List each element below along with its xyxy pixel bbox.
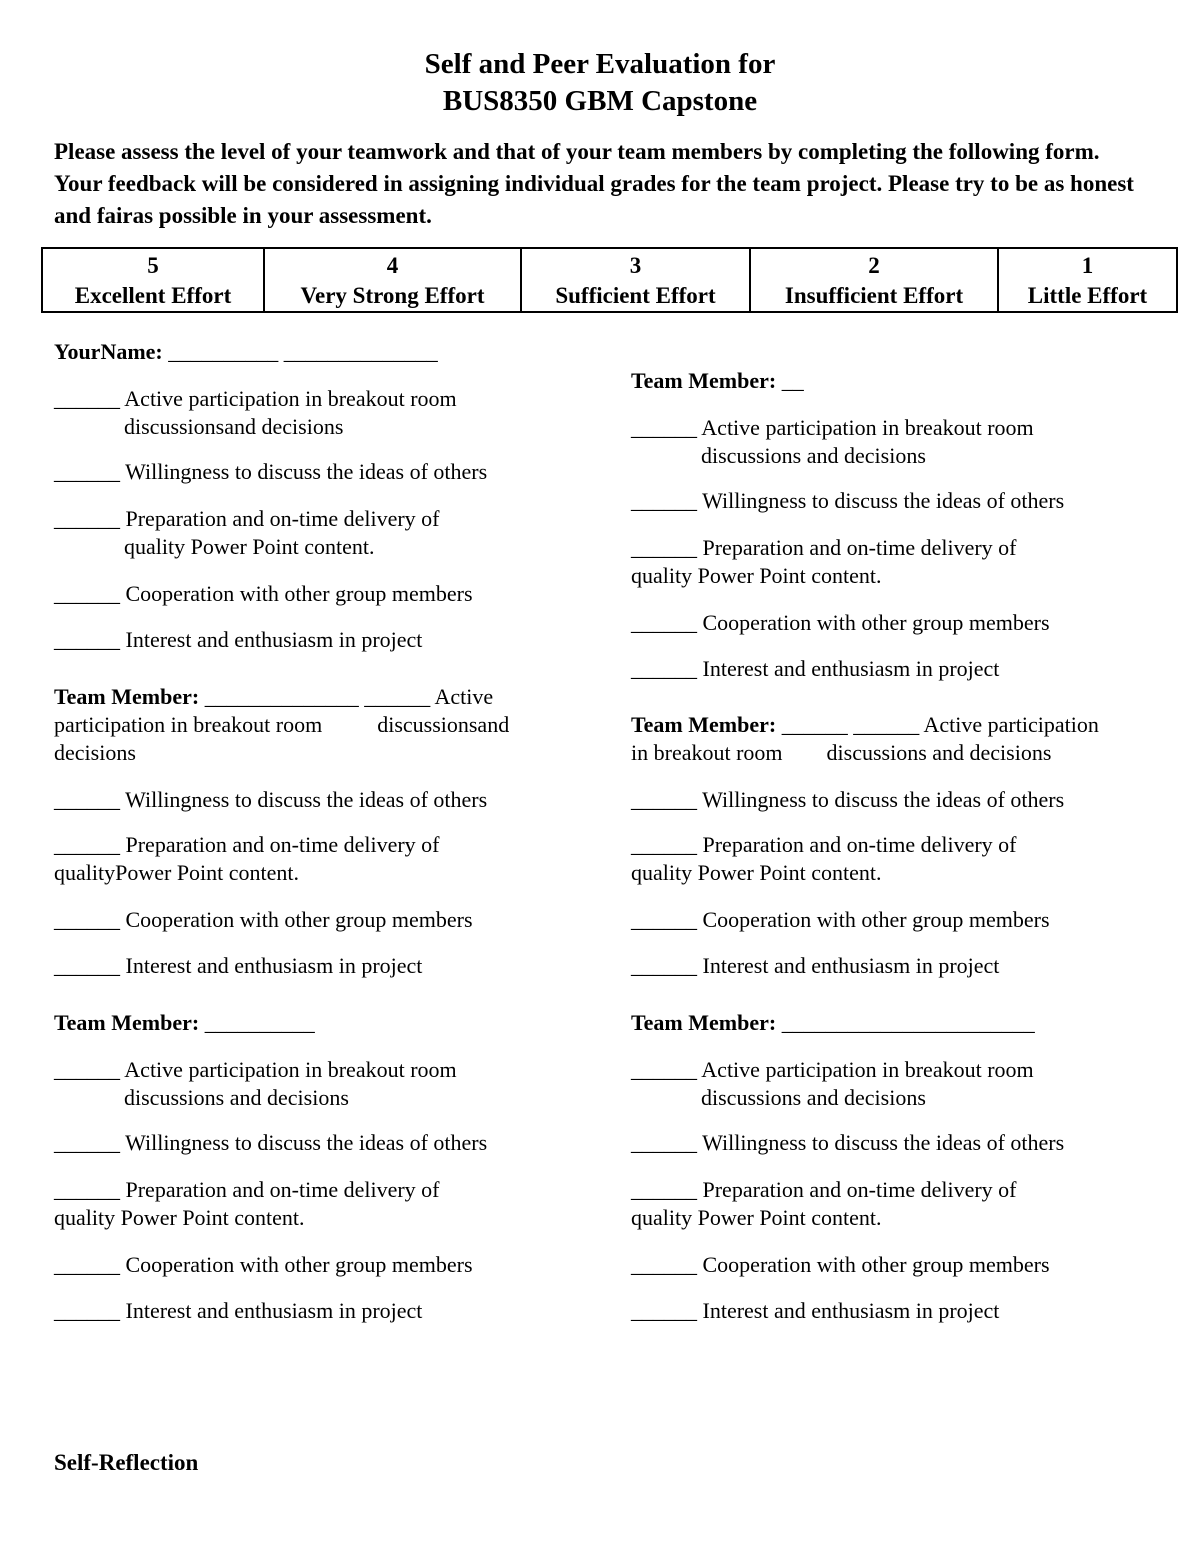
criterion-cooperation[interactable]: ______ Cooperation with other group members	[631, 610, 1050, 635]
team-member-blank[interactable]: ______________ ______ Active	[204, 684, 494, 709]
criterion-cooperation[interactable]: ______ Cooperation with other group members	[631, 1252, 1050, 1277]
team-member-block-1: Team Member: __ ______ Active participation in breakout room discussions and decisions ______ Willingness to discuss the ideas of others ______ Preparation and on-time delivery of quality Power Point content. ______ Cooperation with other group members ______ Interest and enthusiasm in project	[631, 367, 1171, 395]
team-member-label: Team Member:	[54, 684, 200, 709]
team-member-blank[interactable]: _______________________	[781, 1010, 1035, 1035]
scale-cell-4: 4 Very Strong Effort	[264, 248, 521, 312]
team-member-row[interactable]	[54, 1009, 594, 1037]
self-evaluation-block: YourName: __________ ______________ ______ Active participation in breakout room discussionsand decisions ______ Willingness to discuss the ideas of others ______ Preparation and on-time delivery of quality Power Point content. ______ Cooperation with other group members ______ Interest and enthusiasm in project	[54, 338, 594, 366]
document-title	[0, 46, 1200, 120]
criterion-preparation[interactable]: ______ Preparation and on-time delivery of	[54, 1177, 440, 1202]
rating-blank[interactable]: ______	[54, 386, 120, 411]
instructions-paragraph: Please assess the level of your teamwork and that of your team members by completing the following form. Your feedback will be considered in assigning individual grades for the team project. Please try to be as honest and fairas possible in your assessment.	[54, 139, 1134, 228]
team-member-block-5: Team Member: _______________________ ______ Active participation in breakout room discussions and decisions ______ Willingness to discuss the ideas of others ______ Preparation and on-time delivery of quality Power Point content. ______ Cooperation with other group members ______ Interest and enthusiasm in project	[631, 1009, 1171, 1037]
team-member-row[interactable]	[54, 683, 594, 711]
criterion-willingness[interactable]: ______ Willingness to discuss the ideas of others	[631, 787, 1065, 812]
criterion-cooperation[interactable]: ______ Cooperation with other group members	[631, 907, 1050, 932]
criterion-willingness[interactable]: ______ Willingness to discuss the ideas of others	[631, 488, 1065, 513]
team-member-blank[interactable]: __________	[204, 1010, 315, 1035]
team-member-blank[interactable]: ______ ______ Active participation	[781, 712, 1099, 737]
scale-cell-3: 3 Sufficient Effort	[521, 248, 750, 312]
title-line-1: Self and Peer Evaluation for	[424, 48, 776, 80]
rating-blank[interactable]: ______	[54, 1057, 120, 1082]
criterion-preparation[interactable]: ______ Preparation and on-time delivery of	[631, 535, 1017, 560]
criterion-willingness[interactable]: ______ Willingness to discuss the ideas of others	[54, 1130, 488, 1155]
team-member-row[interactable]	[631, 711, 1171, 739]
team-member-block-2: Team Member: ______________ ______ Active participation in breakout room discussionsand decisions ______ Willingness to discuss the ideas of others ______ Preparation and on-time delivery of qualityPower Point content. ______ Cooperation with other group members ______ Interest and enthusiasm in project	[54, 683, 594, 711]
criterion-active-participation: ______ Active participation in breakout room	[54, 1057, 457, 1082]
criterion-interest[interactable]: ______ Interest and enthusiasm in project	[631, 656, 1000, 681]
criterion-preparation[interactable]: ______ Preparation and on-time delivery of	[54, 832, 440, 857]
team-member-block-4: Team Member: __________ ______ Active participation in breakout room discussions and decisions ______ Willingness to discuss the ideas of others ______ Preparation and on-time delivery of quality Power Point content. ______ Cooperation with other group members ______ Interest and enthusiasm in project	[54, 1009, 594, 1037]
criterion-willingness[interactable]: ______ Willingness to discuss the ideas of others	[54, 787, 488, 812]
your-name-row[interactable]	[54, 338, 594, 366]
team-member-row[interactable]	[631, 1009, 1171, 1037]
criterion-interest[interactable]: ______ Interest and enthusiasm in project	[54, 627, 423, 652]
criterion-willingness[interactable]: ______ Willingness to discuss the ideas of others	[54, 459, 488, 484]
scale-cell-5: 5 Excellent Effort	[42, 248, 264, 312]
criterion-preparation[interactable]: ______ Preparation and on-time delivery of	[631, 832, 1017, 857]
criterion-preparation[interactable]: ______ Preparation and on-time delivery of	[54, 506, 440, 531]
criterion-active-participation: ______ Active participation in breakout room	[631, 415, 1034, 440]
team-member-label: Team Member:	[631, 712, 777, 737]
self-reflection-heading: Self-Reflection	[54, 1450, 199, 1475]
criterion-willingness[interactable]: ______ Willingness to discuss the ideas of others	[631, 1130, 1065, 1155]
criterion-interest[interactable]: ______ Interest and enthusiasm in project	[54, 953, 423, 978]
criterion-cooperation[interactable]: ______ Cooperation with other group members	[54, 1252, 473, 1277]
rating-scale-table	[41, 247, 1178, 313]
scale-cell-1: 1 Little Effort	[998, 248, 1177, 312]
criterion-interest[interactable]: ______ Interest and enthusiasm in project	[631, 1298, 1000, 1323]
your-name-blank[interactable]: __________ ______________	[168, 339, 438, 364]
rating-blank[interactable]: ______	[631, 1057, 697, 1082]
criterion-active-participation: ______ Active participation in breakout room	[631, 1057, 1034, 1082]
criterion-cooperation[interactable]: ______ Cooperation with other group members	[54, 581, 473, 606]
rating-blank[interactable]: ______	[631, 415, 697, 440]
team-member-label: Team Member:	[54, 1010, 200, 1035]
team-member-label: Team Member:	[631, 1010, 777, 1035]
scale-cell-2: 2 Insufficient Effort	[750, 248, 998, 312]
your-name-label: YourName:	[54, 339, 163, 364]
criterion-preparation[interactable]: ______ Preparation and on-time delivery of	[631, 1177, 1017, 1202]
team-member-row[interactable]	[631, 367, 1171, 395]
title-line-2: BUS8350 GBM Capstone	[442, 85, 758, 117]
team-member-label: Team Member:	[631, 368, 777, 393]
criterion-active-participation: ______ Active participation in breakout room	[54, 386, 457, 411]
criterion-interest[interactable]: ______ Interest and enthusiasm in project	[54, 1298, 423, 1323]
team-member-block-3: Team Member: ______ ______ Active participation in breakout room discussions and decisions ______ Willingness to discuss the ideas of others ______ Preparation and on-time delivery of quality Power Point content. ______ Cooperation with other group members ______ Interest and enthusiasm in project	[631, 711, 1171, 739]
criterion-interest[interactable]: ______ Interest and enthusiasm in project	[631, 953, 1000, 978]
team-member-blank[interactable]: __	[781, 368, 804, 393]
criterion-cooperation[interactable]: ______ Cooperation with other group members	[54, 907, 473, 932]
